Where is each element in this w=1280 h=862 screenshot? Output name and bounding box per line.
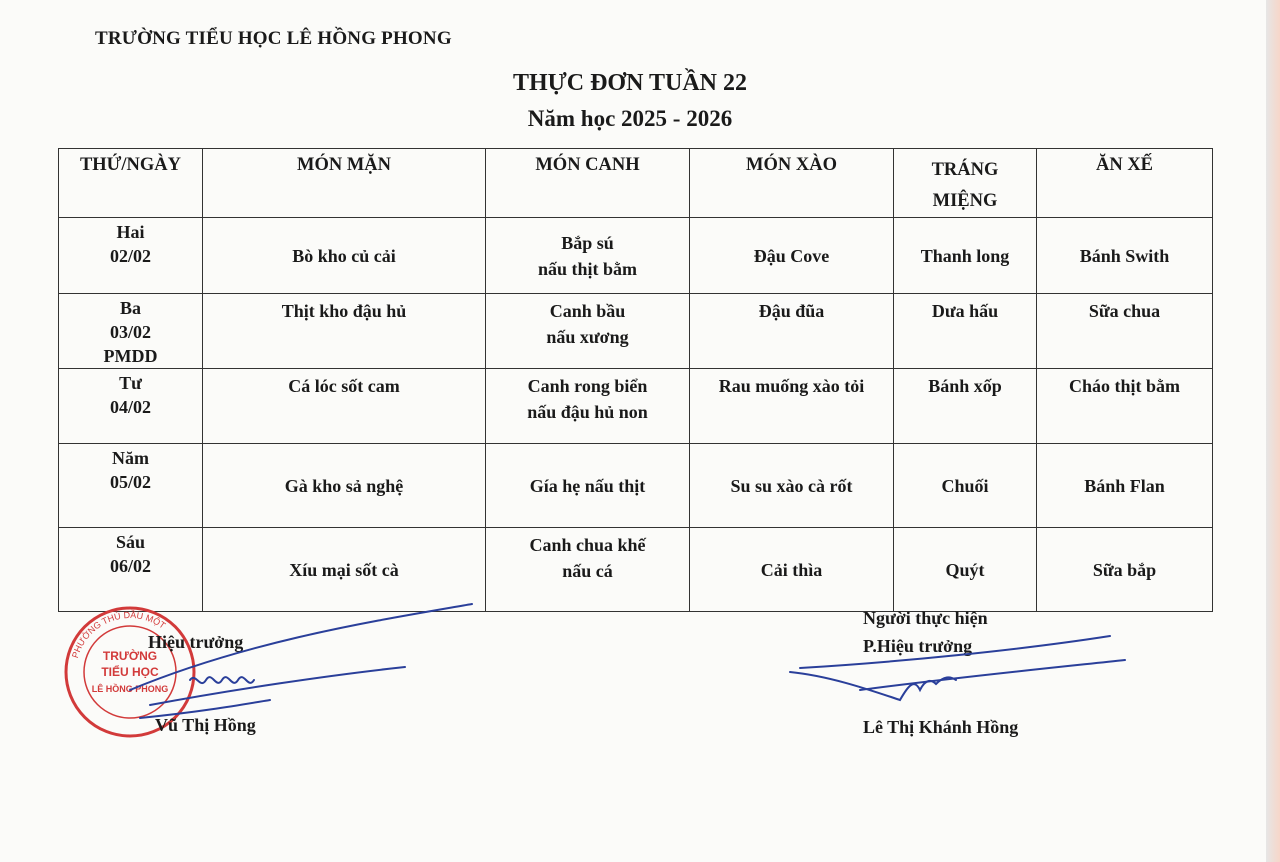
man-cell: Bò kho củ cải xyxy=(203,218,486,294)
day-name: Tư xyxy=(119,373,142,393)
canh-line-1: Canh bầu xyxy=(549,301,626,321)
col-header-man: MÓN MẶN xyxy=(203,149,486,218)
day-name: Hai xyxy=(116,222,145,242)
xao-cell: Su su xào cà rốt xyxy=(690,444,894,528)
trang-mieng-cell: Thanh long xyxy=(894,218,1037,294)
man-cell: Xíu mại sốt cà xyxy=(203,528,486,612)
col-header-day: THỨ/NGÀY xyxy=(59,149,203,218)
day-date: 04/02 xyxy=(109,397,151,417)
col-header-an-xe: ĂN XẾ xyxy=(1037,149,1213,218)
canh-line-2: nấu thịt bằm xyxy=(537,258,638,279)
xao-cell: Đậu Cove xyxy=(690,218,894,294)
an-xe-cell: Sữa bắp xyxy=(1037,528,1213,612)
xao-cell: Cải thìa xyxy=(690,528,894,612)
left-signer-role: Hiệu trưởng xyxy=(148,632,244,652)
xao-cell: Đậu đũa xyxy=(690,294,894,369)
canh-line-1: Bắp sú xyxy=(561,232,614,253)
an-xe-cell: Bánh Swith xyxy=(1037,218,1213,294)
day-name: Năm xyxy=(112,448,149,468)
svg-text:PHƯỜNG THỦ DẦU MỘT: PHƯỜNG THỦ DẦU MỘT xyxy=(69,609,168,660)
xao-cell: Rau muống xào tỏi xyxy=(690,369,894,444)
school-name: TRƯỜNG TIỂU HỌC LÊ HỒNG PHONG xyxy=(95,28,452,49)
canh-line-1: Gía hẹ nấu thịt xyxy=(529,475,646,496)
page-title: THỰC ĐƠN TUẦN 22 xyxy=(512,70,747,96)
right-signature xyxy=(800,636,1110,668)
svg-text:LÊ HỒNG PHONG: LÊ HỒNG PHONG xyxy=(91,684,169,694)
day-date: 03/02 xyxy=(109,322,151,342)
day-date: 06/02 xyxy=(109,556,151,576)
day-name: Ba xyxy=(119,298,141,318)
day-date: 05/02 xyxy=(109,472,151,492)
man-cell: Thịt kho đậu hủ xyxy=(203,294,486,369)
trang-mieng-cell: Dưa hấu xyxy=(894,294,1037,369)
an-xe-cell: Cháo thịt bằm xyxy=(1037,369,1213,444)
canh-line-1: Canh rong biển xyxy=(527,376,648,396)
right-signer-role-1: Người thực hiện xyxy=(863,608,988,628)
man-cell: Gà kho sả nghệ xyxy=(203,444,486,528)
left-signer-name: Vũ Thị Hồng xyxy=(155,715,256,735)
an-xe-cell: Sữa chua xyxy=(1037,294,1213,369)
trang-mieng-cell: Bánh xốp xyxy=(894,369,1037,444)
col-header-trang-mieng: TRÁNG MIỆNG xyxy=(894,149,1037,218)
svg-text:TRƯỜNG: TRƯỜNG xyxy=(102,649,158,663)
svg-text:TIỂU HỌC: TIỂU HỌC xyxy=(101,665,159,679)
day-date: 02/02 xyxy=(109,246,151,266)
trang-mieng-cell: Chuối xyxy=(894,444,1037,528)
canh-line-2: nấu xương xyxy=(546,327,629,347)
an-xe-cell: Bánh Flan xyxy=(1037,444,1213,528)
school-year: Năm học 2025 - 2026 xyxy=(527,106,733,131)
day-name: Sáu xyxy=(115,532,146,552)
right-signer-name: Lê Thị Khánh Hồng xyxy=(863,717,1019,737)
left-signature xyxy=(130,604,472,690)
col-header-canh: MÓN CANH xyxy=(486,149,690,218)
col-header-xao: MÓN XÀO xyxy=(690,149,894,218)
man-cell: Cá lóc sốt cam xyxy=(203,369,486,444)
trang-mieng-cell: Quýt xyxy=(894,528,1037,612)
page-edge xyxy=(1266,0,1280,862)
canh-line-2: nấu đậu hủ non xyxy=(527,402,648,422)
canh-line-2: nấu cá xyxy=(562,561,613,581)
day-note: PMDD xyxy=(103,346,158,366)
canh-line-1: Canh chua khế xyxy=(529,535,646,555)
right-signer-role-2: P.Hiệu trưởng xyxy=(863,636,973,656)
